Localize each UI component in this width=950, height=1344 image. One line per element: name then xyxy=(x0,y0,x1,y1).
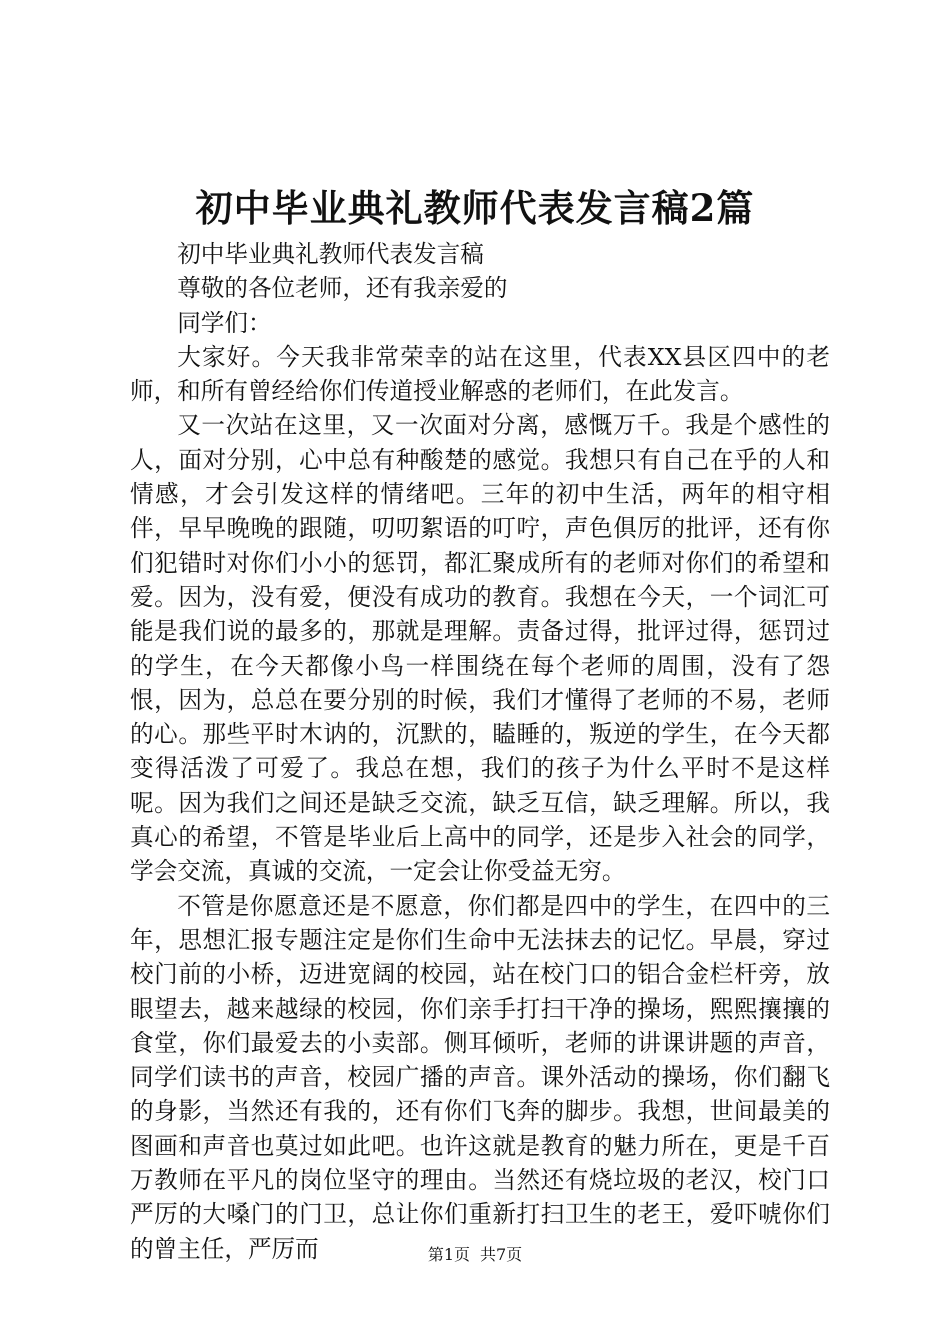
greeting-paragraph: 大家好。今天我非常荣幸的站在这里，代表XX县区四中的老师，和所有曾经给你们传道授业解惑的老师们，在此发言。 xyxy=(130,342,830,406)
salutation-paragraph: 尊敬的各位老师，还有我亲爱的 xyxy=(177,274,508,303)
subtitle-paragraph: 初中毕业典礼教师代表发言稿 xyxy=(177,240,484,268)
document-body xyxy=(130,237,830,1266)
body-paragraph: 又一次站在这里，又一次面对分离，感慨万千。我是个感性的人，面对分别，心中总有种酸楚的感觉。我想只有自己在乎的人和情感，才会引发这样的情绪吧。三年的初中生活，两年的相守相伴，早早晚晚的跟随，叨叨絮语的叮咛，声色俱厉的批评，还有你们犯错时对你们小小的惩罚，都汇聚成所有的老师对你们的希望和爱。因为，没有爱，便没有成功的教育。我想在今天，一个词汇可能是我们说的最多的，那就是理解。责备过得，批评过得，惩罚过的学生，在今天都像小鸟一样围绕在每个老师的周围，没有了怨恨，因为，总总在要分别的时候，我们才懂得了老师的不易，老师的心。那些平时木讷的，沉默的，瞌睡的，叛逆的学生，在今天都变得活泼了可爱了。我总在想，我们的孩子为什么平时不是这样呢。因为我们之间还是缺乏交流，缺乏互信，缺乏理解。所以，我真心的希望，不管是毕业后上高中的同学，还是步入社会的同学，学会交流，真诚的交流，一定会让你受益无穷。 xyxy=(130,411,830,886)
page-total: 共7页 xyxy=(480,1245,523,1264)
page-number: 第1页 xyxy=(427,1245,470,1264)
body-paragraph: 不管是你愿意还是不愿意，你们都是四中的学生，在四中的三年，思想汇报专题注定是你们生命中无法抹去的记忆。早晨，穿过校门前的小桥，迈进宽阔的校园，站在校门口的铝合金栏杆旁，放眼望去，越来越绿的校园，你们亲手打扫干净的操场，熙熙攘攘的食堂，你们最爱去的小卖部。侧耳倾听，老师的讲课讲题的声音，同学们读书的声音，校园广播的声音。课外活动的操场，你们翻飞的身影，当然还有我的，还有你们飞奔的脚步。我想，世间最美的图画和声音也莫过如此吧。也许这就是教育的魅力所在，更是千百万教师在平凡的岗位坚守的理由。当然还有烧垃圾的老汉，校门口严厉的大嗓门的门卫，总让你们重新打扫卫生的老王，爱吓唬你们的曾主任，严厉而 xyxy=(130,891,830,1263)
page-footer xyxy=(0,1244,950,1266)
salutation-continued-paragraph: 同学们： xyxy=(177,308,272,337)
document-title: 初中毕业典礼教师代表发言稿2篇 xyxy=(195,186,755,230)
